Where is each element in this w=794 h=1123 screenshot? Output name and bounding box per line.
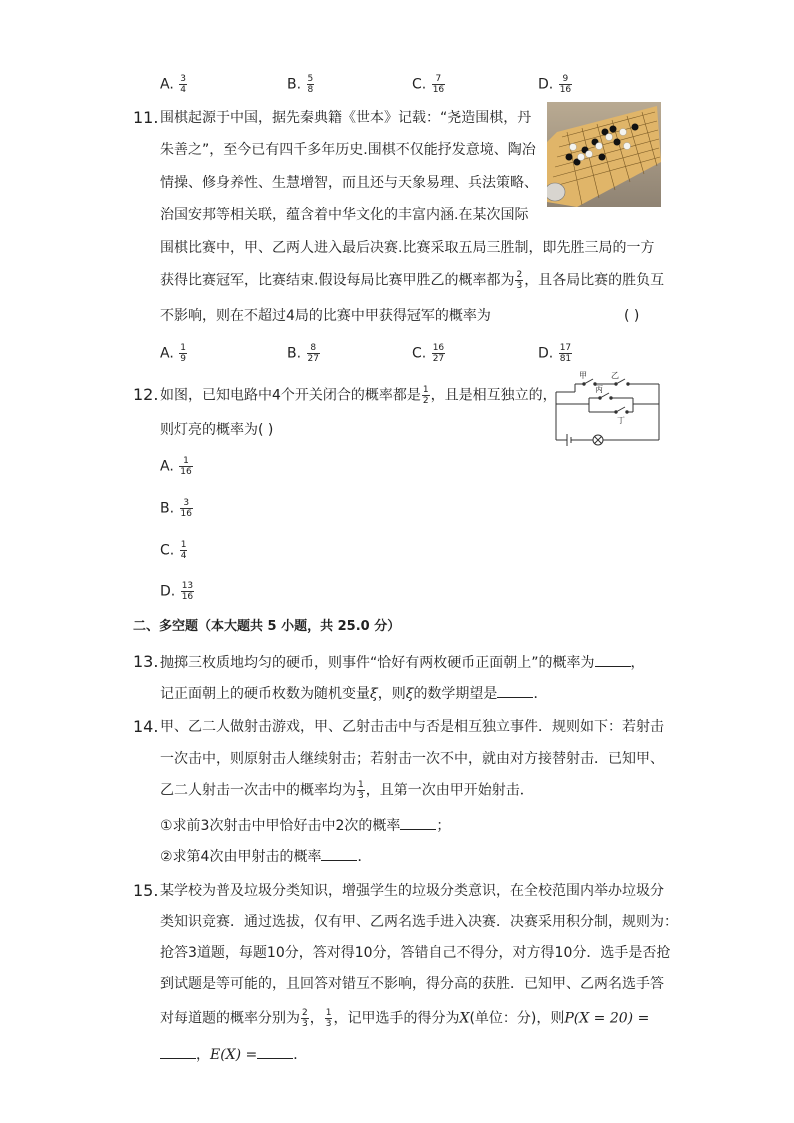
q15-line5: 对每道题的概率分别为 $\frac{2}{3}$ ， $\frac{1}{3}$ ，记甲选手的得分为X(单位：分)，则P(X = 20) = (160, 1008, 650, 1029)
q15-number: 15. (133, 881, 159, 900)
answer-blank[interactable] (497, 683, 533, 698)
q12-number: 12. (133, 385, 159, 404)
go-board-image (547, 102, 661, 207)
q10-option-d: D. $\frac{9}{16}$ (538, 74, 572, 95)
fraction: $\frac{3}{4}$ (180, 74, 186, 95)
switch-bing-label: 丙 (595, 385, 603, 394)
q15-line4: 到试题是等可能的，且回答对错互不影响，得分高的获胜．已知甲、乙两名选手答 (160, 976, 664, 992)
q11-answer-paren: ( ) (624, 308, 640, 324)
q11-line6: 获得比赛冠军，比赛结束.假设每局比赛甲胜乙的概率都为 $\frac{2}{3}$ ，且各局比赛的胜负互 (160, 270, 665, 291)
q15-line3: 抢答3道题，每题10分，答对得10分，答错自己不得分，对方得10分．选手是否抢 (160, 945, 671, 961)
switch-ding-label: 丁 (617, 416, 625, 425)
section-heading: 二、多空题（本大题共 5 小题，共 25.0 分） (133, 619, 401, 634)
q11-option-d: D. $\frac{17}{81}$ (538, 343, 572, 364)
q11-option-b: B. $\frac{8}{27}$ (287, 343, 319, 364)
q12-option-d: D. $\frac{13}{16}$ (160, 581, 194, 602)
q11-line7: 不影响，则在不超过4局的比赛中甲获得冠军的概率为 (160, 308, 491, 324)
circuit-diagram (553, 372, 663, 448)
q12-line1: 如图，已知电路中4个开关闭合的概率都是 $\frac{1}{2}$ ，且是相互独立的， (160, 385, 557, 406)
answer-blank[interactable] (400, 815, 436, 830)
q11-line4: 治国安邦等相关联，蕴含着中华文化的丰富内涵.在某次国际 (160, 207, 529, 223)
q15-line2: 类知识竞赛．通过选拔，仅有甲、乙两名选手进入决赛．决赛采用积分制，规则为： (160, 914, 678, 930)
q14-line2: 一次击中，则原射击人继续射击；若射击一次不中，就由对方接替射击．已知甲、 (160, 751, 664, 767)
q10-option-b: B. $\frac{5}{8}$ (287, 74, 314, 95)
q13-line1: 抛掷三枚质地均匀的硬币，则事件“恰好有两枚硬币正面朝上”的概率为 ， (160, 652, 645, 673)
q11-line1: 围棋起源于中国，据先秦典籍《世本》记载：“尧造围棋，丹 (160, 110, 532, 126)
answer-blank[interactable] (595, 652, 631, 667)
q10-option-a: A. $\frac{3}{4}$ (160, 74, 186, 95)
q14-line1: 甲、乙二人做射击游戏，甲、乙射击击中与否是相互独立事件．规则如下：若射击 (160, 719, 664, 735)
q11-line2: 朱善之”，至今已有四千多年历史.围棋不仅能抒发意境、陶冶 (160, 142, 536, 158)
q12-option-b: B. $\frac{3}{16}$ (160, 498, 192, 519)
q13-line2: 记正面朝上的硬币枚数为随机变量ξ，则ξ的数学期望是 ． (160, 683, 547, 704)
answer-blank[interactable] (257, 1044, 293, 1059)
q13-number: 13. (133, 652, 159, 671)
q11-option-c: C. $\frac{16}{27}$ (412, 343, 445, 364)
q11-line5: 围棋比赛中，甲、乙两人进入最后决赛.比赛采取五局三胜制，即先胜三局的一方 (160, 240, 655, 256)
q14-sub2: ②求第4次由甲射击的概率 ． (160, 846, 371, 867)
q12-line2: 则灯亮的概率为( ) (160, 422, 274, 438)
q11-number: 11. (133, 108, 159, 127)
q14-number: 14. (133, 717, 159, 736)
switch-yi-label: 乙 (611, 371, 619, 380)
switch-jia-label: 甲 (579, 371, 587, 380)
answer-blank[interactable] (160, 1044, 196, 1059)
q12-option-a: A. $\frac{1}{16}$ (160, 456, 192, 477)
answer-blank[interactable] (321, 846, 357, 861)
q11-line3: 情操、修身养性、生慧增智，而且还与天象易理、兵法策略、 (160, 175, 538, 191)
q12-option-c: C. $\frac{1}{4}$ (160, 540, 187, 561)
q10-option-c: C. $\frac{7}{16}$ (412, 74, 445, 95)
q11-option-a: A. $\frac{1}{9}$ (160, 343, 186, 364)
q15-line1: 某学校为普及垃圾分类知识，增强学生的垃圾分类意识，在全校范围内举办垃圾分 (160, 883, 664, 899)
q15-line6: ，E(X) = ． (160, 1044, 307, 1065)
q14-line3: 乙二人射击一次击中的概率均为 $\frac{1}{3}$ ，且第一次由甲开始射击． (160, 780, 534, 801)
q14-sub1: ①求前3次射击中甲恰好击中2次的概率 ； (160, 815, 450, 836)
